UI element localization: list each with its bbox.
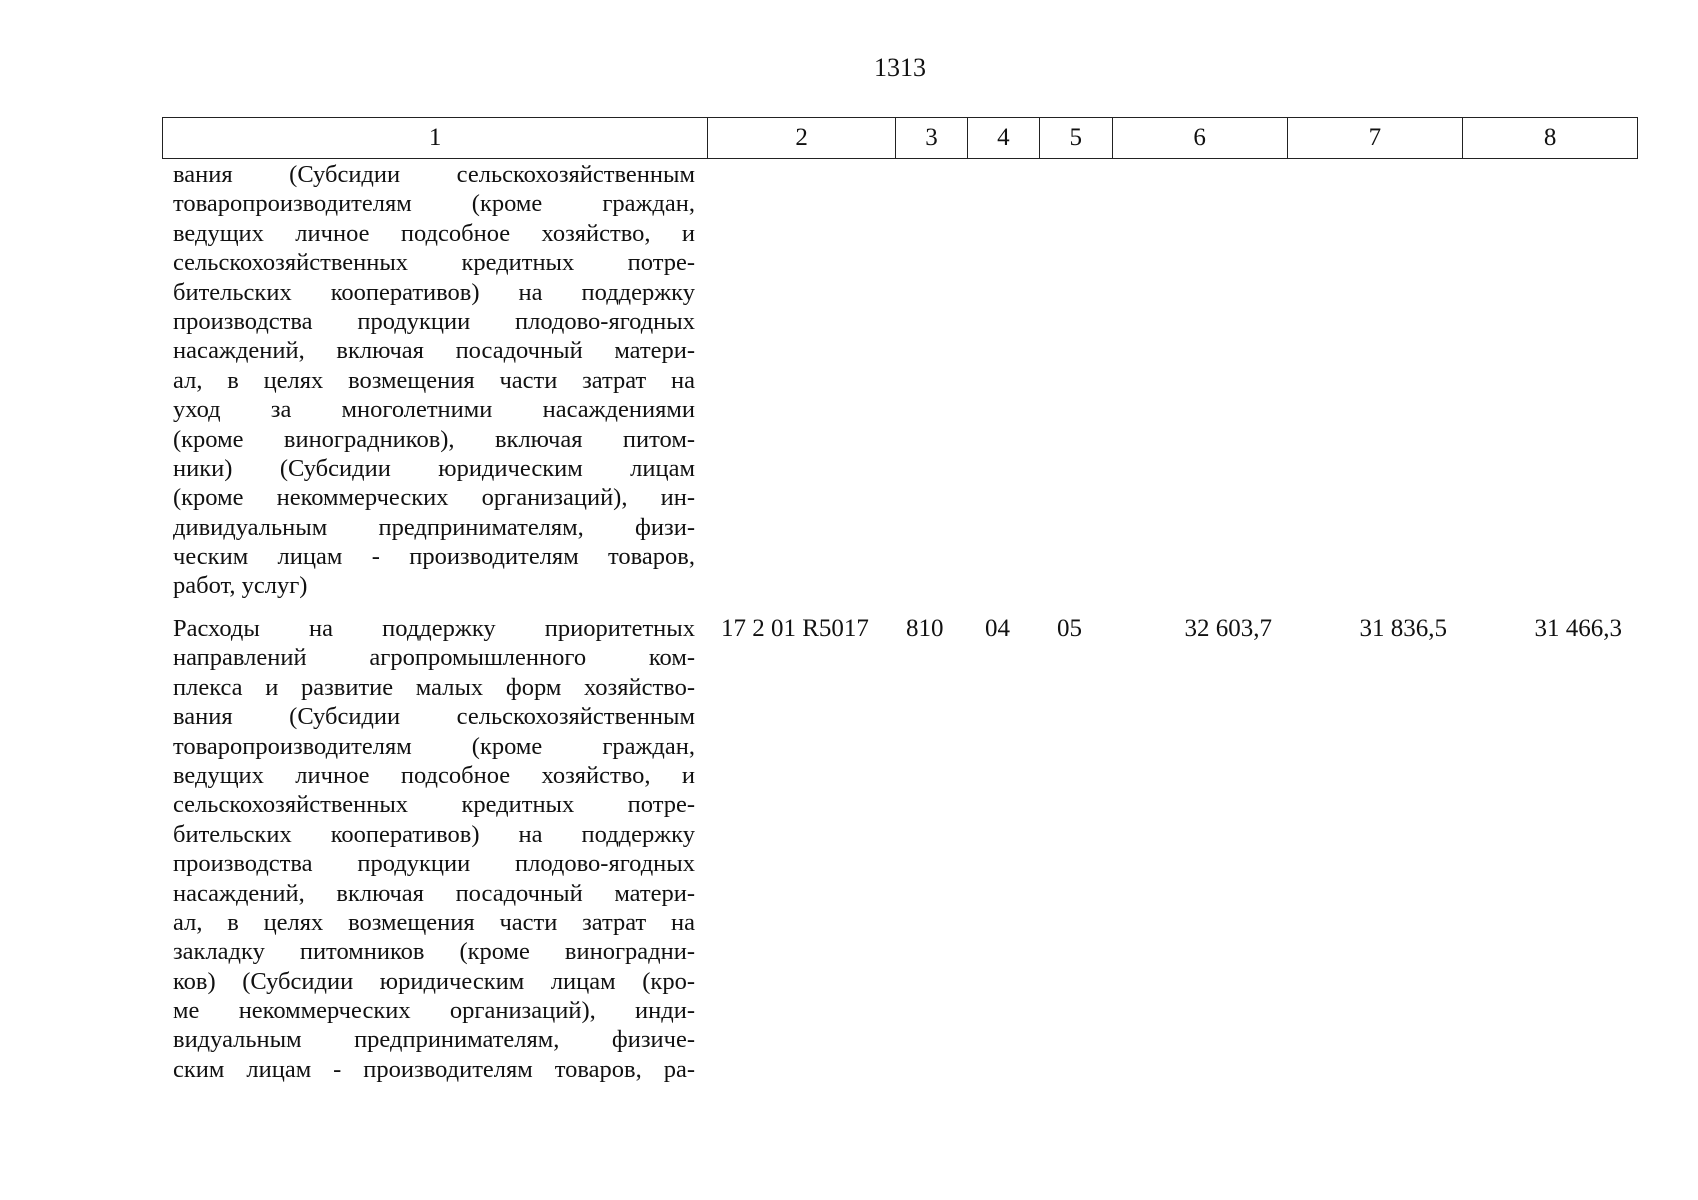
row-1-line: уход за многолетними насаждениями [173, 396, 695, 424]
page-number: 1313 [874, 53, 926, 82]
row-2-line: Расходы на поддержку приоритетных [173, 615, 695, 642]
header-col-4: 4 [968, 118, 1040, 158]
row-2-col-6: 32 603,7 [1184, 615, 1272, 642]
row-2-col-5: 05 [1057, 615, 1082, 642]
row-2-line: насаждений, включая посадочный матери- [173, 879, 695, 907]
row-2-line: товаропроизводителям (кроме граждан, [173, 732, 695, 760]
row-2-col-8: 31 466,3 [1534, 615, 1622, 642]
row-2-col-4: 04 [985, 615, 1010, 642]
row-2-line: ков) (Субсидии юридическим лицам (кро- [173, 967, 695, 995]
row-1-line: ал, в целях возмещения части затрат на [173, 366, 695, 394]
header-col-6: 6 [1113, 118, 1288, 158]
row-2-code: 17 2 01 R5017 [721, 615, 869, 642]
row-2-line: сельскохозяйственных кредитных потре- [173, 791, 695, 819]
row-2-col-3: 810 [906, 615, 944, 642]
row-1-line: производства продукции плодово-ягодных [173, 307, 695, 335]
row-1-line: (кроме виноградников), включая питом- [173, 425, 695, 453]
table-header-row [162, 117, 1638, 159]
header-col-3: 3 [896, 118, 968, 158]
header-col-8: 8 [1543, 124, 1557, 151]
row-1-description [173, 160, 695, 601]
header-col-2: 2 [708, 118, 896, 158]
row-2-col-7: 31 836,5 [1359, 615, 1447, 642]
row-1-line: насаждений, включая посадочный матери- [173, 337, 695, 365]
header-col-1: 1 [163, 118, 708, 158]
row-1-line: дивидуальным предпринимателям, физи- [173, 513, 695, 541]
row-1-line: ческим лицам - производителям товаров, [173, 543, 695, 571]
row-2-description [173, 614, 695, 1084]
header-col-5: 5 [1040, 118, 1113, 158]
row-2-line: ским лицам - производителям товаров, ра- [173, 1055, 695, 1083]
row-2-line: ведущих личное подсобное хозяйство, и [173, 761, 695, 789]
row-1-line: ники) (Субсидии юридическим лицам [173, 454, 695, 482]
row-2-line: бительских кооперативов) на поддержку [173, 820, 695, 848]
row-1-line: ведущих личное подсобное хозяйство, и [173, 219, 695, 247]
row-2-line: плекса и развитие малых форм хозяйство- [173, 673, 695, 701]
row-2-line: ал, в целях возмещения части затрат на [173, 908, 695, 936]
row-1-line: бительских кооперативов) на поддержку [173, 278, 695, 306]
header-col-7: 7 [1288, 118, 1464, 158]
row-2-line: производства продукции плодово-ягодных [173, 850, 695, 878]
row-2-line: направлений агропромышленного ком- [173, 644, 695, 672]
row-2-line: вания (Субсидии сельскохозяйственным [173, 703, 695, 731]
row-2-line: ме некоммерческих организаций), инди- [173, 997, 695, 1025]
row-1-line: сельскохозяйственных кредитных потре- [173, 249, 695, 277]
row-1-line: (кроме некоммерческих организаций), ин- [173, 484, 695, 512]
row-1-line: товаропроизводителям (кроме граждан, [173, 190, 695, 218]
row-1-line: вания (Субсидии сельскохозяйственным [173, 161, 695, 188]
row-2-line: закладку питомников (кроме виноградни- [173, 938, 695, 966]
row-2-line: видуальным предпринимателям, физиче- [173, 1026, 695, 1054]
row-1-line: работ, услуг) [173, 572, 308, 600]
